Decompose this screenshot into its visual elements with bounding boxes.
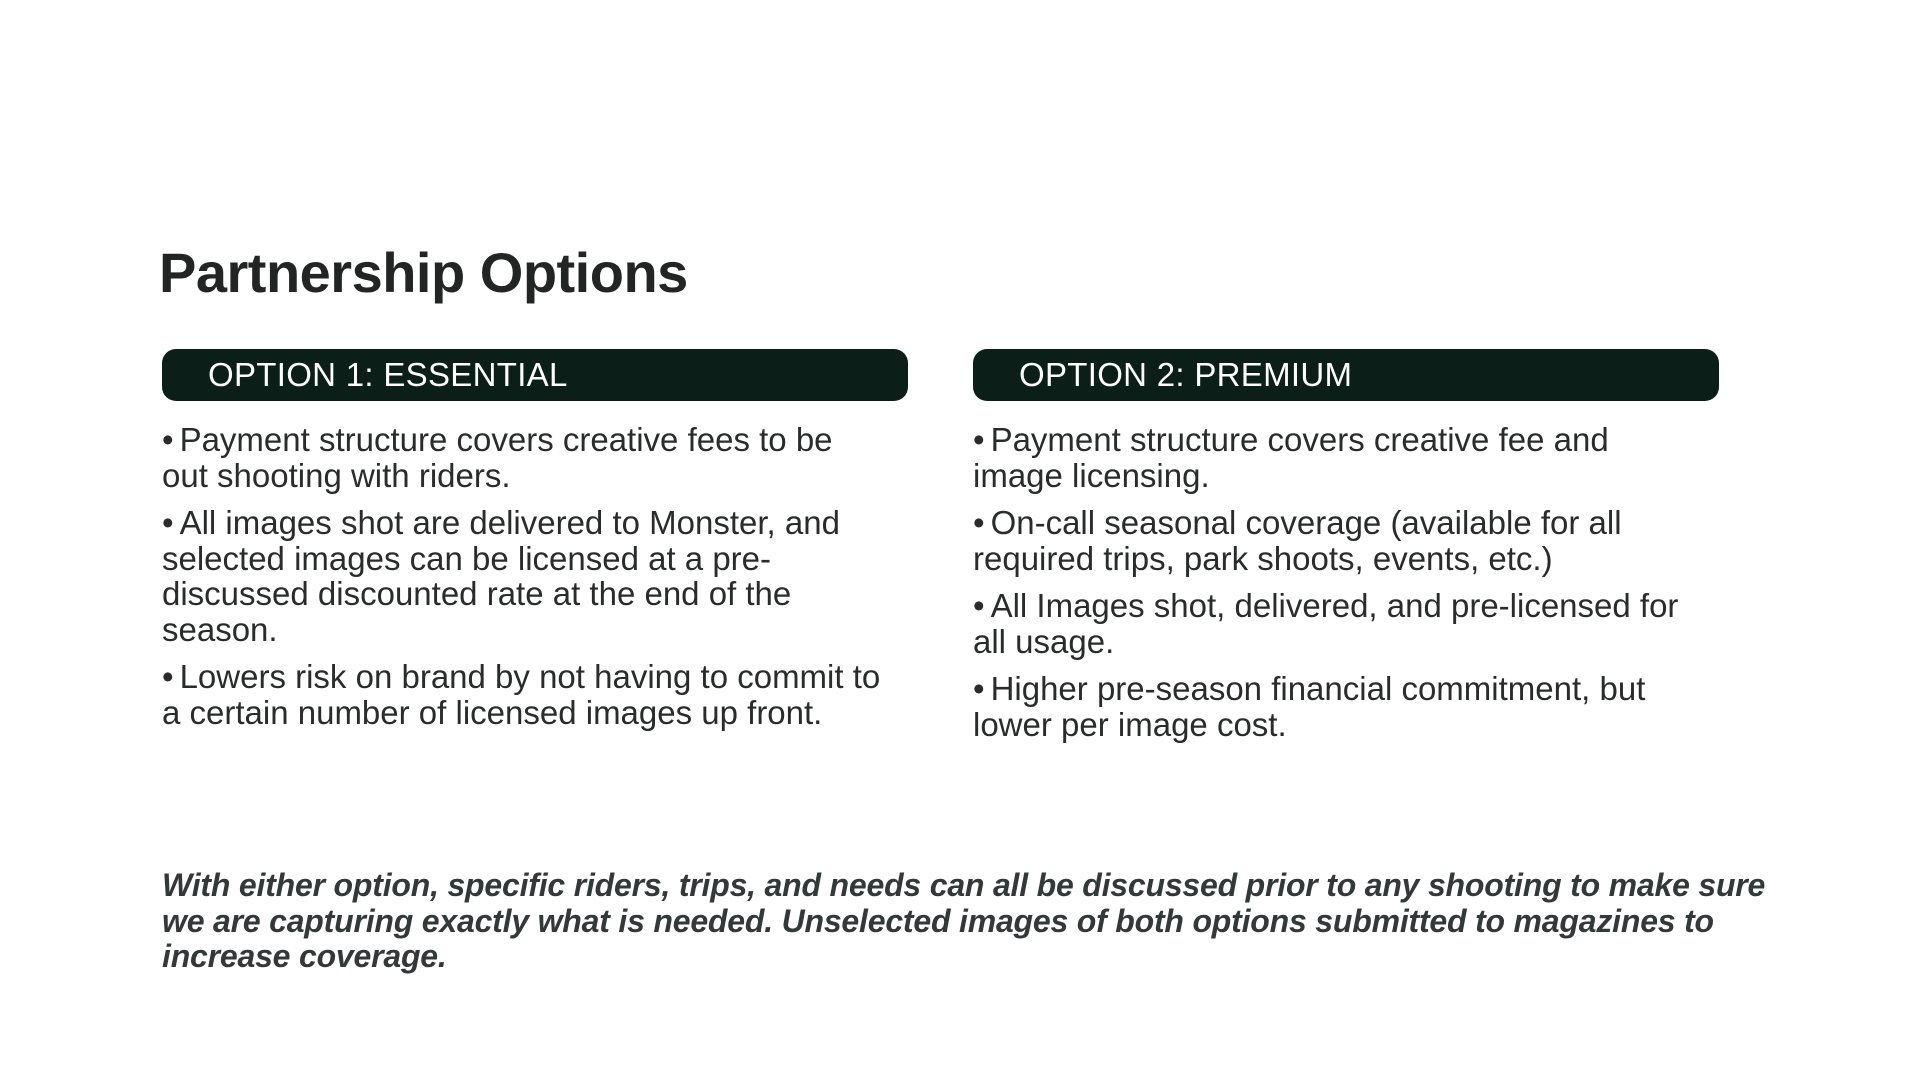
list-item [162,505,882,647]
bullet-text: All Images shot, delivered, and pre-licensed for all usage. [973,587,1679,660]
footnote: With either option, specific riders, trips, and needs can all be discussed prior to any shooting to make sure we are capturing exactly what is needed. Unselected images of both options submitted to magazines to increase coverage. [162,867,1766,974]
page-title: Partnership Options [159,241,688,304]
option-premium-bullets [973,422,1693,742]
list-item [973,588,1693,659]
option-essential-header: OPTION 1: ESSENTIAL [162,349,908,401]
bullet-text: All images shot are delivered to Monster, and selected images can be licensed at a pre-discussed discounted rate at the end of the season. [162,504,840,648]
bullet-icon: • [973,504,985,541]
bullet-text: Payment structure covers creative fee and image licensing. [973,421,1609,494]
list-item [973,422,1693,493]
option-premium-panel [973,349,1719,754]
bullet-text: On-call seasonal coverage (available for all required trips, park shoots, events, etc.) [973,504,1622,577]
list-item [162,422,882,493]
bullet-icon: • [973,587,985,624]
list-item [973,505,1693,576]
option-essential-bullets [162,422,882,730]
bullet-icon: • [162,658,174,695]
list-item [973,671,1693,742]
list-item [162,659,882,730]
bullet-icon: • [162,421,174,458]
bullet-icon: • [973,670,985,707]
bullet-icon: • [162,504,174,541]
bullet-text: Payment structure covers creative fees to be out shooting with riders. [162,421,833,494]
option-premium-header: OPTION 2: PREMIUM [973,349,1719,401]
bullet-icon: • [973,421,985,458]
bullet-text: Higher pre-season financial commitment, but lower per image cost. [973,670,1646,743]
bullet-text: Lowers risk on brand by not having to commit to a certain number of licensed images up front. [162,658,881,731]
option-essential-panel [162,349,908,742]
